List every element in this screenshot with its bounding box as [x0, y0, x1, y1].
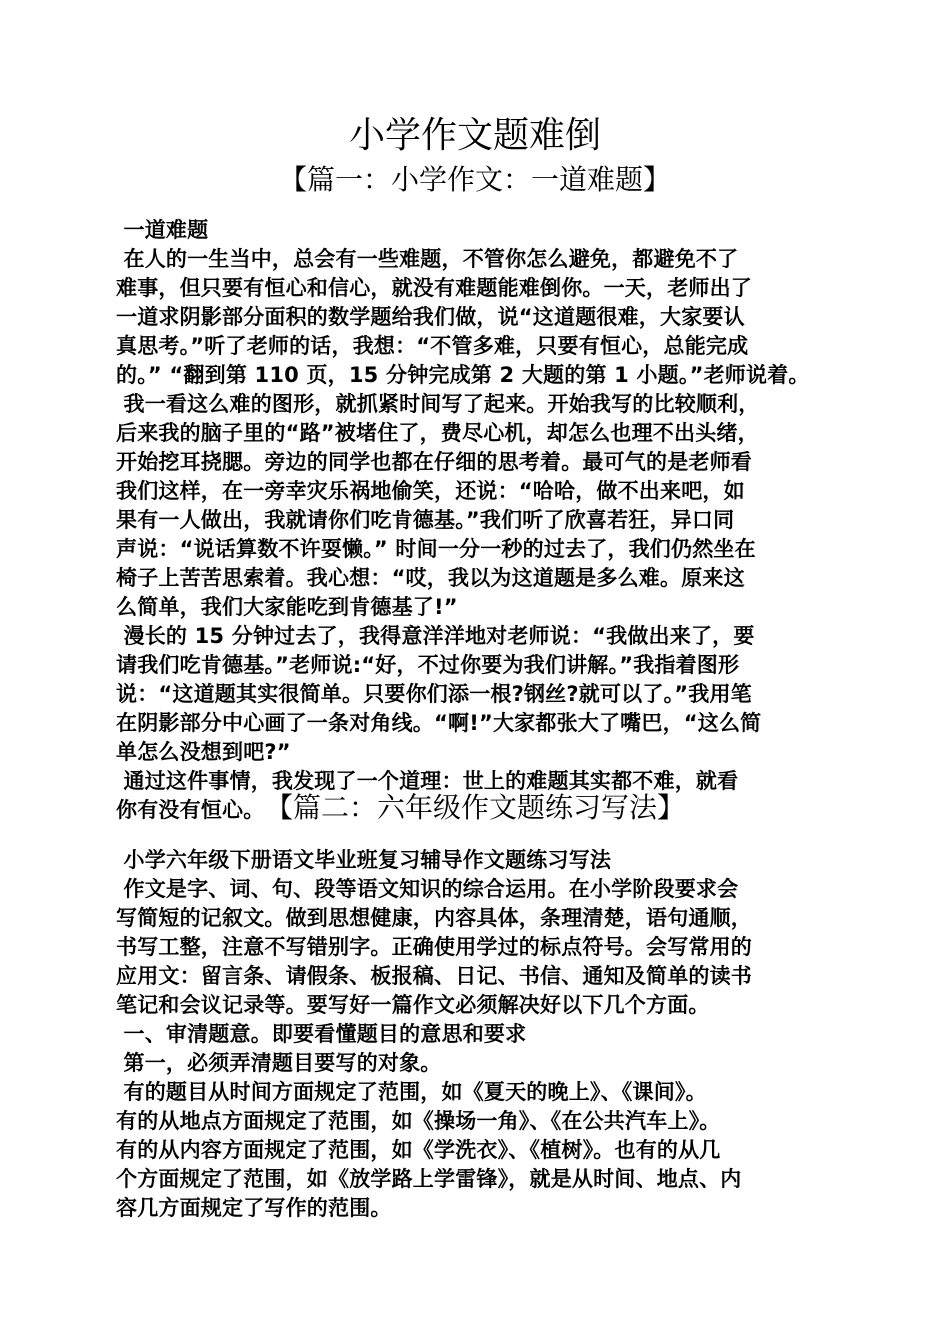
document-title: 小学作文题难倒 [348, 115, 601, 156]
paragraph-line: 有的从地点方面规定了范围，如《操场一角》、《在公共汽车上》。 [116, 1109, 721, 1133]
paragraph-line: 请我们吃肯德基。”老师说:“好，不过你要为我们讲解。”我指着图形 [116, 653, 740, 677]
section-2-body [116, 846, 836, 1223]
paragraph-line: 一道求阴影部分面积的数学题给我们做，说“这道题很难，大家要认 [116, 305, 745, 329]
paragraph-line: 开始挖耳挠腮。旁边的同学也都在仔细的思考着。最可气的是老师看 [116, 450, 752, 474]
paragraph-line: 真思考。”听了老师的话，我想：“不管多难，只要有恒心，总能完成 [116, 334, 749, 358]
paragraph-line: 椅子上苦苦思索着。我心想：“哎，我以为这道题是多么难。原来这 [116, 566, 745, 590]
paragraph-line: 后来我的脑子里的“路”被堵住了，费尽心机，却怎么也理不出头绪， [116, 421, 759, 445]
paragraph-line: 在人的一生当中，总会有一些难题，不管你怎么避免，都避免不了 [116, 247, 739, 271]
paragraph-line: 我们这样，在一旁幸灾乐祸地偷笑，还说：“哈哈，做不出来吧，如 [116, 479, 745, 503]
paragraph-line: 第一，必须弄清题目要写的对象。 [116, 1051, 442, 1075]
paragraph-line: 书写工整，注意不写错别字。正确使用学过的标点符号。会写常用的 [116, 935, 752, 959]
paragraph-line: 漫长的 15 分钟过去了，我得意洋洋地对老师说：“我做出来了，要 [116, 624, 755, 648]
paragraph-line: 通过这件事情，我发现了一个道理：世上的难题其实都不难，就看 [116, 769, 739, 793]
paragraph-line: 作文是字、词、句、段等语文知识的综合运用。在小学阶段要求会 [116, 877, 739, 901]
paragraph-line: 难事，但只要有恒心和信心，就没有难题能难倒你。一天，老师出了 [116, 276, 752, 300]
paragraph-line: 个方面规定了范围，如《放学路上学雷锋》，就是从时间、地点、内 [116, 1167, 742, 1191]
paragraph-line: 你有没有恒心。 [116, 798, 265, 822]
paragraph-line: 写简短的记叙文。做到思想健康，内容具体，条理清楚，语句通顺， [116, 906, 752, 930]
paragraph-line: 有的题目从时间方面规定了范围，如《夏天的晚上》、《课间》。 [116, 1080, 707, 1104]
paragraph-line: 小学六年级下册语文毕业班复习辅导作文题练习写法 [116, 848, 612, 872]
paragraph-line: 我一看这么难的图形，就抓紧时间写了起来。开始我写的比较顺利， [116, 392, 760, 416]
section-2-heading: 【篇二：六年级作文题练习写法】 [264, 791, 685, 824]
paragraph-line: 一道难题 [116, 218, 209, 242]
paragraph-line: 应用文：留言条、请假条、板报稿、日记、书信、通知及简单的读书 [116, 964, 752, 988]
paragraph-line: 笔记和会议记录等。要写好一篇作文必须解决好以下几个方面。 [116, 993, 710, 1017]
section-1-body [116, 216, 836, 825]
paragraph-line: 的。” “翻到第 110 页，15 分钟完成第 2 大题的第 1 小题。”老师说着。 [116, 363, 810, 387]
paragraph-line: 有的从内容方面规定了范围，如《学洗衣》、《植树》。也有的从几 [116, 1138, 721, 1162]
paragraph-line: 声说：“说话算数不许耍懒。” 时间一分一秒的过去了，我们仍然坐在 [116, 537, 756, 561]
paragraph-line: 么简单，我们大家能吃到肯德基了!” [116, 595, 458, 619]
section-1-heading: 【篇一：小学作文：一道难题】 [278, 163, 671, 196]
paragraph-line: 在阴影部分中心画了一条对角线。“啊!”大家都张大了嘴巴，“这么简 [116, 711, 762, 735]
paragraph-line: 说：“这道题其实很简单。只要你们添一根?钢丝?就可以了。”我用笔 [116, 682, 752, 706]
paragraph-line: 一、审清题意。即要看懂题目的意思和要求 [116, 1022, 527, 1046]
paragraph-line: 单怎么没想到吧?” [116, 740, 291, 764]
paragraph-line: 容几方面规定了写作的范围。 [116, 1196, 392, 1220]
paragraph-line: 果有一人做出，我就请你们吃肯德基。”我们听了欣喜若狂，异口同 [116, 508, 735, 532]
